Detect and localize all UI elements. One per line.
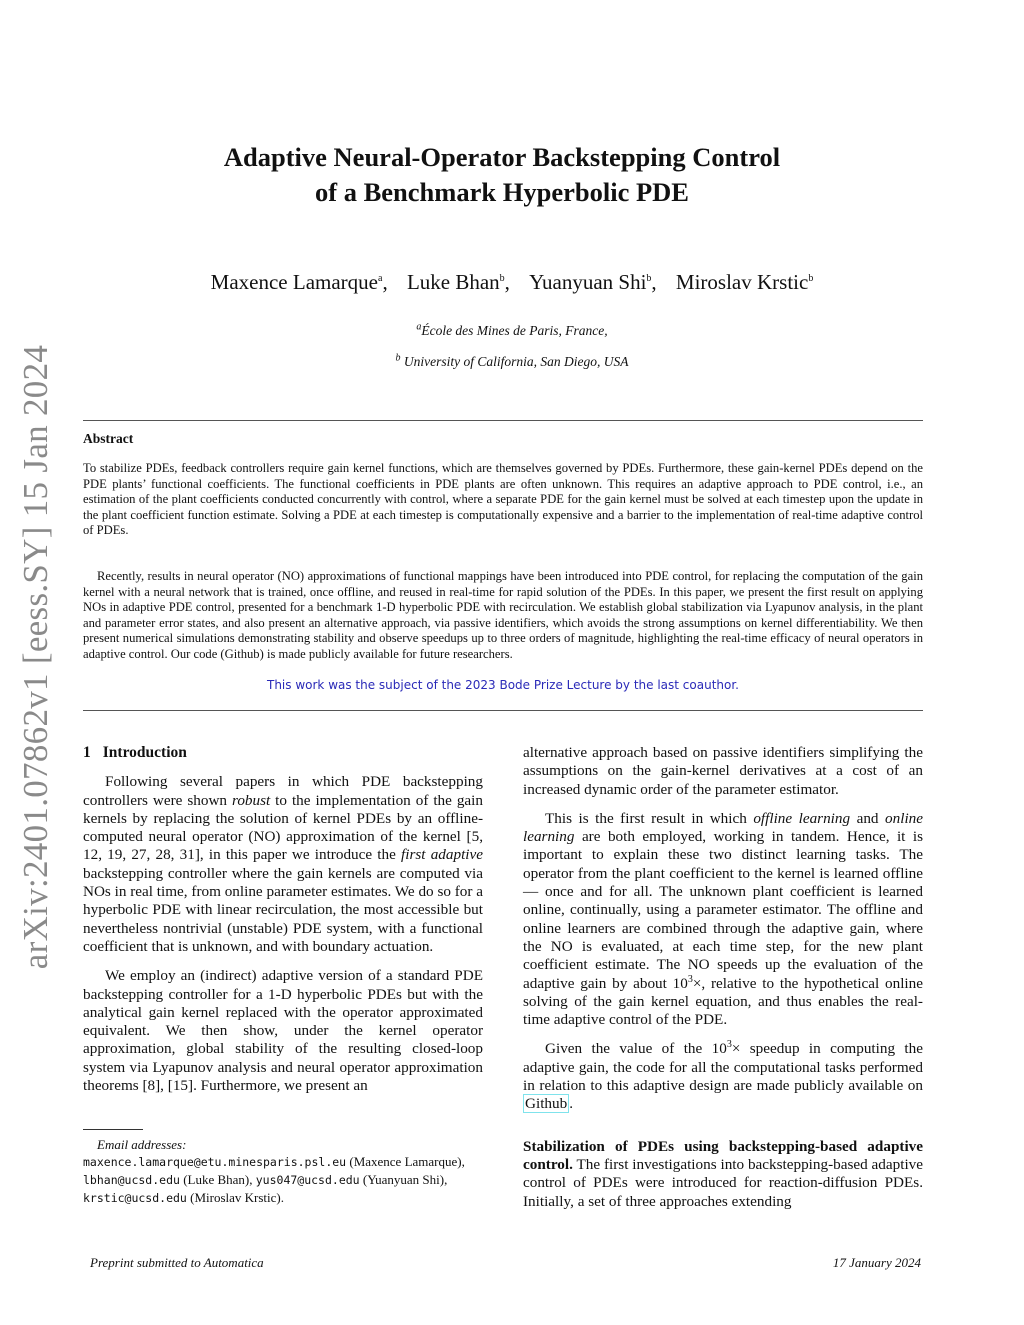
abstract-paragraph: To stabilize PDEs, feedback controllers require gain kernel functions, which are themselves governed by PDEs. Furthermore, these gain-kernel PDEs depend on the PDE plants’ functional coefficients. The functional coefficients in PDE plants are often unknown. This requires an adaptive approach to PDE control, i.e., an estimation of the plant coefficients conducted concurrently with control, where a separate PDE for the gain kernel must be solved at each timestep upon the update in the plant coefficient function estimate. Solving a PDE at each timestep is computationally expensive and a barrier to the implementation of real-time adaptive control of PDEs. xyxy=(83,461,923,537)
paragraph: This is the first result in which offline learning and online learning are both employed, working in tandem. Hence, it is important to explain these two distinct learning tasks. The operator from the plant coefficient to the kernel is learned offline — once and for all. The unknown plant coefficient is learned online, continually, using a parameter estimator. The offline and online learners are combined through the adaptive gain, where the NO is evaluated, at each time step, for the new plant coefficient estimate. The NO speeds up the evaluation of the adaptive gain by about $10^3\times$, relative to the hypothetical online solving of the gain kernel equation, and thus enables the real-time adaptive control of the PDE. xyxy=(523,809,923,1029)
divider xyxy=(83,710,923,711)
affiliation: $^a$École des Mines de Paris, France, xyxy=(416,321,608,338)
footer-right: 17 January 2024 xyxy=(832,1255,921,1270)
divider xyxy=(83,420,923,421)
abstract-paragraph: Recently, results in neural operator (NO) approximations of functional mappings have been introduced into PDE control, for replacing the computation of the gain kernel with a neural network that is trained, once offline, and reused in real-time for rapid solution of the PDEs. In this paper, we present the first result on applying NOs in adaptive PDE control, presented for a benchmark 1-D hyperbolic PDE with recirculation. We establish global stabilization via Lyapunov analysis, in the plant and parameter error states, and also present an alternative approach, via passive identifiers, which avoids the strong assumptions on kernel differentiability. We then present numerical simulations demonstrating stability and observe speedups up to three orders of magnitude, highlighting the real-time efficacy of neural operators in adaptive control. Our code (Github) is made publicly available for future researchers. xyxy=(83,569,923,661)
paper-title xyxy=(0,140,1004,210)
section-heading: 1 Introduction xyxy=(83,744,187,761)
footnote-label: Email addresses: xyxy=(97,1137,187,1152)
author: Luke Bhan$^b$, xyxy=(406,270,510,294)
affiliation: $^b$ University of California, San Diego, USA xyxy=(395,352,629,369)
paragraph: alternative approach based on passive identifiers simplifying the assumptions on the gain-kernel derivatives at a cost of an increased dynamic order of the parameter estimator. xyxy=(523,744,923,798)
abstract-heading: Abstract xyxy=(83,431,134,446)
author: Miroslav Krstic$^b$ xyxy=(675,270,814,294)
title-line-1: Adaptive Neural-Operator Backstepping Control xyxy=(223,142,781,172)
footer-left: Preprint submitted to Automatica xyxy=(90,1255,264,1270)
right-column xyxy=(523,744,923,1211)
author-list xyxy=(0,270,1024,295)
left-column xyxy=(83,744,483,1095)
paragraph: Following several papers in which PDE backstepping controllers were shown robust to the implementation of the gain kernels by replacing the solution of kernel PDEs by an offline-computed neural operator (NO) approximation of the kernel [5, 12, 19, 27, 28, 31], in this paper we introduce the first adaptive backstepping controller where the gain kernels are computed via NOs in real time, from online parameter estimates. We do so for a hyperbolic PDE with linear recirculation, the most accessible but nevertheless nontrivial (unstable) PDE system, with a functional coefficient that is unknown, and with boundary actuation. xyxy=(83,773,483,955)
author: Maxence Lamarque$^a$, xyxy=(210,270,388,294)
github-link[interactable]: Github xyxy=(525,1095,568,1113)
arxiv-id: arXiv:2401.07862v1 [eess.SY] 15 Jan 2024 xyxy=(16,344,55,970)
paragraph: Stabilization of PDEs using backstepping-based adaptive control. The first investigations into backstepping-based adaptive control of PDEs were introduced for reaction-diffusion PDEs. Initially, a set of three approaches extending xyxy=(523,1137,923,1210)
title-line-2: of a Benchmark Hyperbolic PDE xyxy=(315,177,689,207)
paragraph: We employ an (indirect) adaptive version of a standard PDE backstepping controller for a 1-D hyperbolic PDEs but with the analytical gain kernel replaced with the operator approximated equivalent. We then show, under the kernel operator approximation, global stability of the resulting closed-loop system via Lyapunov analysis and neural operator approximation theorems [8], [15]. Furthermore, we present an xyxy=(83,967,483,1095)
author: Yuanyuan Shi$^b$, xyxy=(529,270,657,294)
footnote xyxy=(83,1136,483,1207)
footnote-divider xyxy=(83,1129,143,1130)
bode-prize-note: This work was the subject of the 2023 Bode Prize Lecture by the last coauthor. xyxy=(267,678,739,692)
arxiv-stamp xyxy=(10,345,62,970)
paragraph: Given the value of the $10^3\times$ speedup in computing the adaptive gain, the code for all the computational tasks performed in relation to this adaptive design are made publicly available on Github . xyxy=(523,1039,923,1113)
footnote-emails: maxence.lamarque@etu.minesparis.psl.eu (Maxence Lamarque), lbhan@ucsd.edu (Luke Bhan), yus047@ucsd.edu (Yuanyuan Shi), krstic@ucsd.edu (Miroslav Krstic). xyxy=(83,1154,465,1205)
